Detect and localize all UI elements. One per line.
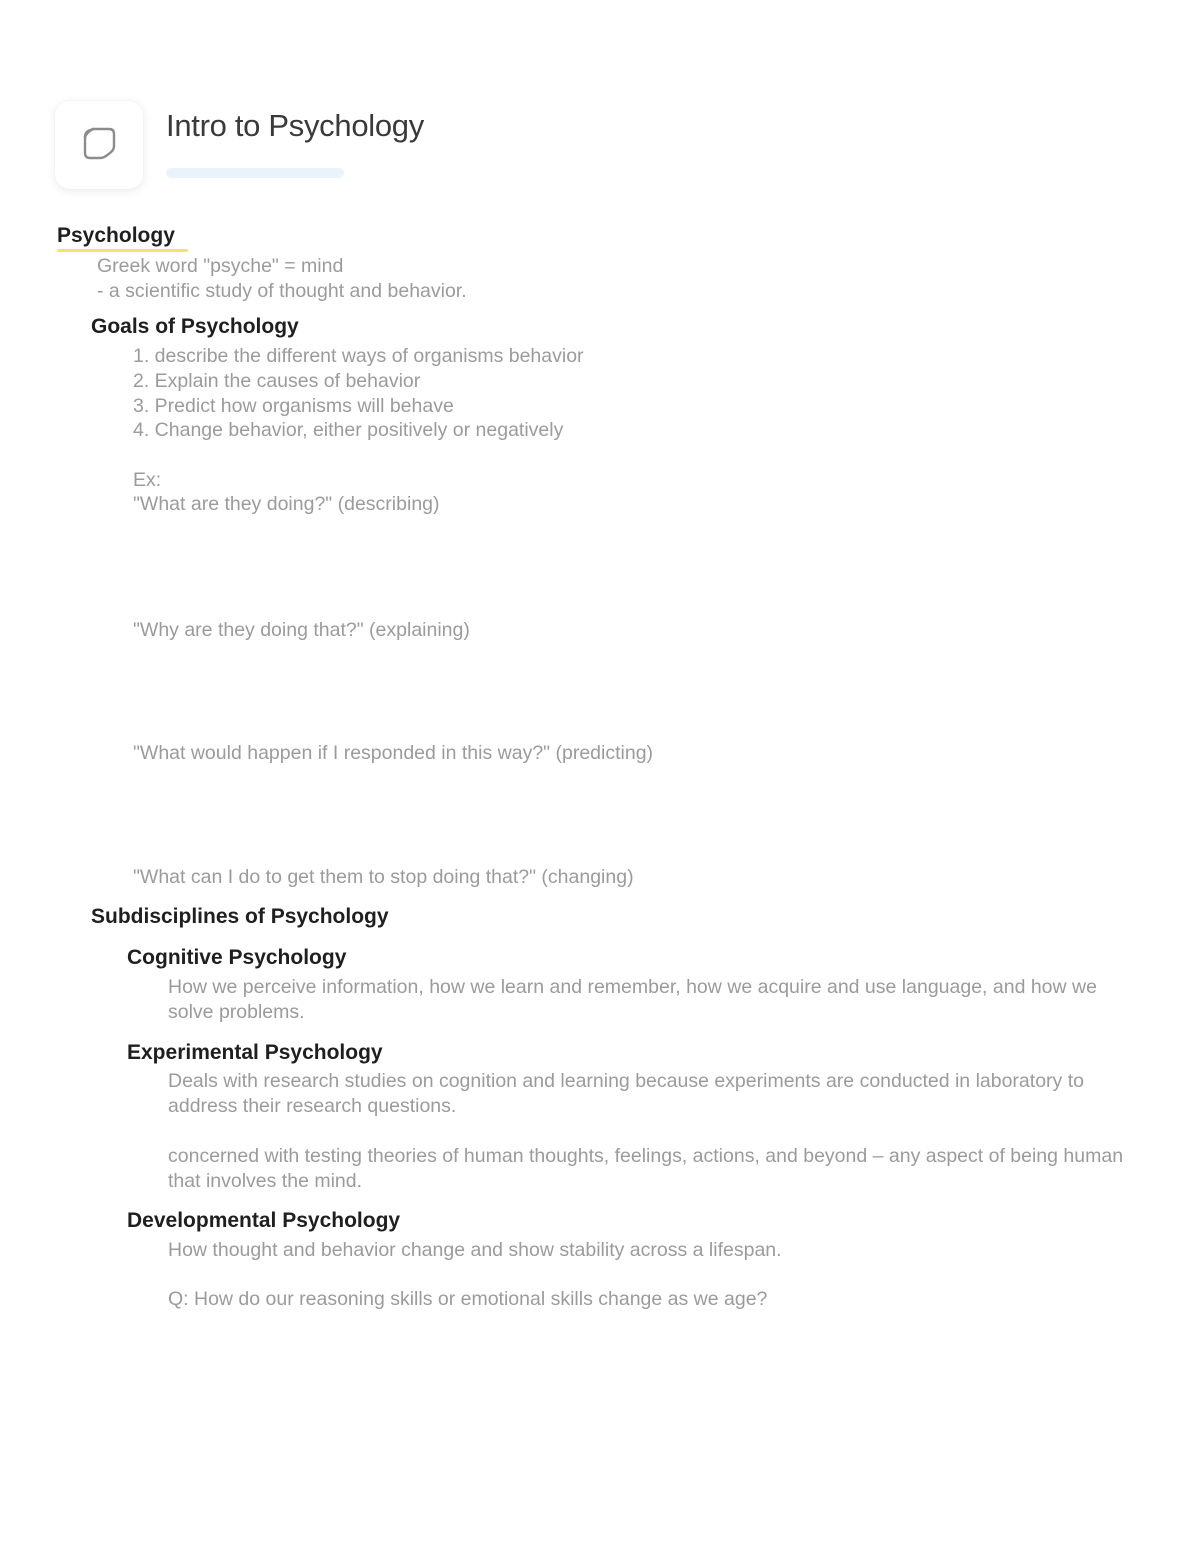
heading-subdisciplines: Subdisciplines of Psychology [91,905,389,928]
psychology-line-1: Greek word "psyche" = mind [97,255,344,277]
heading-experimental: Experimental Psychology [127,1041,383,1064]
heading-goals: Goals of Psychology [91,315,299,338]
example-changing: "What can I do to get them to stop doing that?" (changing) [133,866,634,888]
psychology-line-2: - a scientific study of thought and behavior. [97,280,467,302]
example-describing: "What are they doing?" (describing) [133,493,440,515]
page-icon [79,123,119,168]
goal-item: 2. Explain the causes of behavior [133,370,421,392]
example-label: Ex: [133,469,162,491]
experimental-text-1: Deals with research studies on cognition and learning because experiments are conducted in laboratory to address their research questions. [168,1070,1084,1117]
goal-item: 4. Change behavior, either positively or negatively [133,419,564,441]
heading-highlight [57,249,188,252]
title-placeholder-bar [166,168,344,178]
heading-psychology: Psychology [57,224,175,247]
heading-cognitive: Cognitive Psychology [127,946,347,969]
example-predicting: "What would happen if I responded in this way?" (predicting) [133,742,654,764]
goal-item: 1. describe the different ways of organisms behavior [133,345,584,367]
cognitive-text: How we perceive information, how we learn and remember, how we acquire and use language, and how we solve problems. [168,976,1097,1023]
developmental-text-1: How thought and behavior change and show stability across a lifespan. [168,1239,782,1261]
page-icon-card [55,101,143,189]
developmental-text-2: Q: How do our reasoning skills or emotional skills change as we age? [168,1288,768,1310]
goal-item: 3. Predict how organisms will behave [133,395,454,417]
experimental-text-2: concerned with testing theories of human thoughts, feelings, actions, and beyond – any aspect of being human that involves the mind. [168,1145,1124,1192]
heading-developmental: Developmental Psychology [127,1209,401,1232]
page-title: Intro to Psychology [166,108,424,143]
example-explaining: "Why are they doing that?" (explaining) [133,619,470,641]
